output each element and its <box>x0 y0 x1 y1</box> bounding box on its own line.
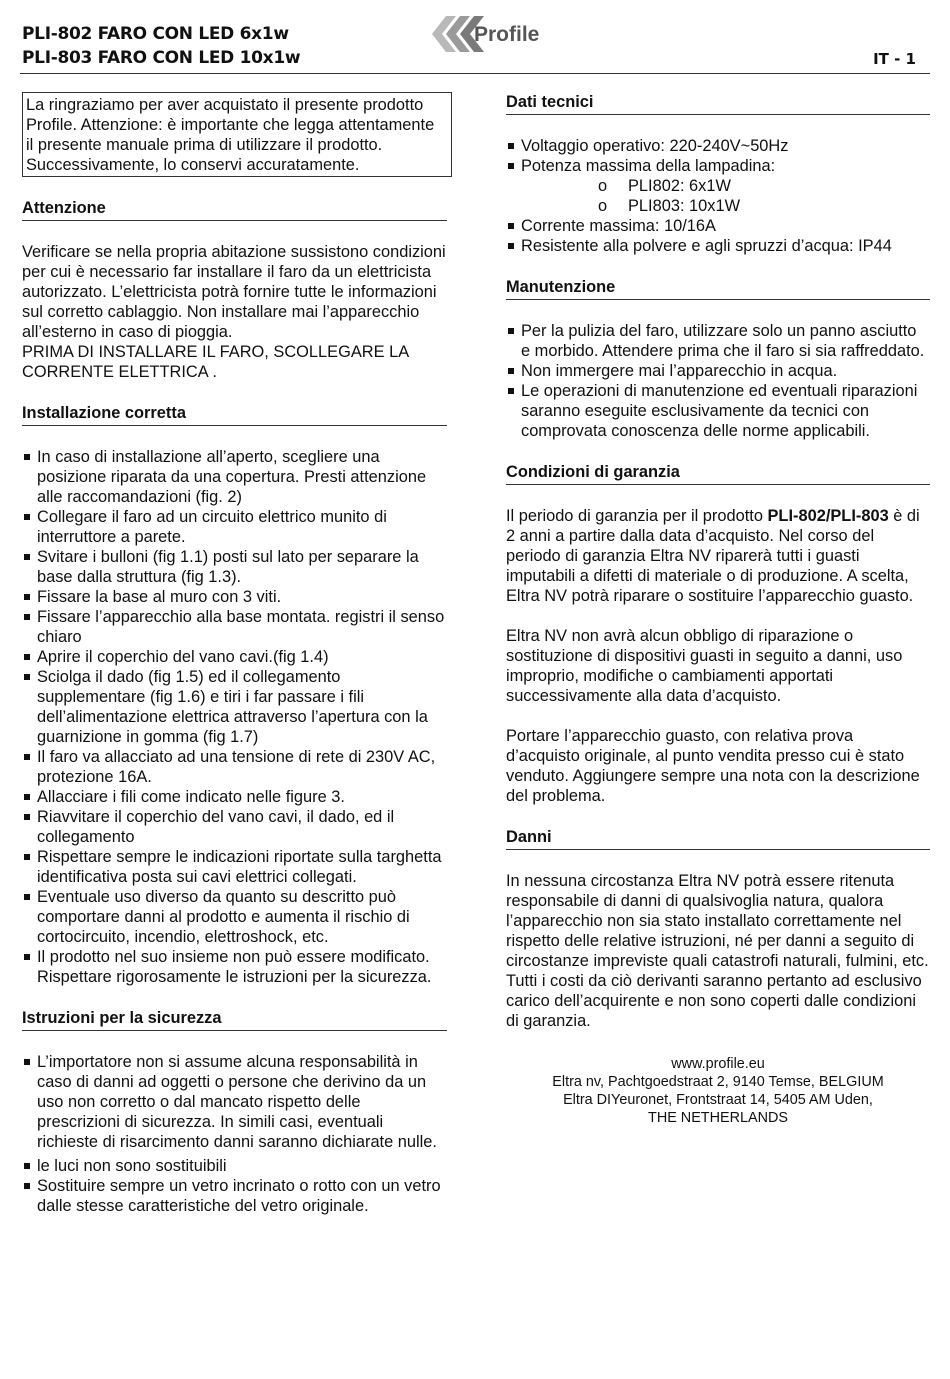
heading-garanzia: Condizioni di garanzia <box>506 462 930 485</box>
address-line-3: THE NETHERLANDS <box>648 1110 788 1126</box>
power-sublist <box>506 176 930 216</box>
profile-logo <box>432 10 552 58</box>
garanzia-paragraph-1 <box>506 506 930 606</box>
garanzia-paragraph-2: Eltra NV non avrà alcun obbligo di riparazione o sostituzione di dispositivi guasti in seguito a danni, uso improprio, modifiche o cambiamenti apportati successivamente alla data d’acquisto. <box>506 627 903 705</box>
logo-wordmark: Profile <box>474 23 540 46</box>
list-item: Le operazioni di manutenzione ed eventuali riparazioni saranno eseguite esclusivamente da tecnici con comprovata conoscenza delle norme applicabili. <box>506 381 930 441</box>
garanzia-p1-end: è di 2 anni a partire dalla data d’acquisto. Nel corso del periodo di garanzia Eltra NV riparerà tutti i guasti imputabili a difetti di materiale o di produzione. A scelta, Eltra NV potrà riparare o sostituire l’apparecchio guasto. <box>506 507 920 605</box>
intro-box <box>22 92 452 177</box>
title-line-2: PLI-803 FARO CON LED 10x1w <box>22 48 301 68</box>
heading-danni: Danni <box>506 827 930 850</box>
model-pli-803: PLI-803 <box>830 507 889 525</box>
list-item: Non immergere mai l’apparecchio in acqua. <box>506 361 930 381</box>
right-column <box>506 92 930 1127</box>
heading-installazione: Installazione corretta <box>22 403 447 426</box>
list-item: Collegare il faro ad un circuito elettrico munito di interruttore a parete. <box>22 507 447 547</box>
list-item: Il prodotto nel suo insieme non può essere modificato. Rispettare rigorosamente le istruzioni per la sicurezza. <box>22 947 447 987</box>
list-item: Per la pulizia del faro, utilizzare solo un panno asciutto e morbido. Attendere prima che il faro si sia raffreddato. <box>506 321 930 361</box>
attenzione-warning: PRIMA DI INSTALLARE IL FARO, SCOLLEGARE LA CORRENTE ELETTRICA . <box>22 343 409 381</box>
list-item: Sciolga il dado (fig 1.5) ed il collegamento supplementare (fig 1.6) e tiri i far passare i fili dell’alimentazione elettrica attraverso l’apertura con la guarnizione in gomma (fig 1.7) <box>22 667 447 747</box>
list-item: L’importatore non si assume alcuna responsabilità in caso di danni ad oggetti o persone che derivino da un uso non corretto o dal mancato rispetto delle prescrizioni di sicurezza. In simili casi, eventuali richieste di risarcimento danni saranno dichiarate nulle. <box>22 1052 447 1152</box>
footer-contact <box>506 1055 930 1127</box>
title-line-1: PLI-802 FARO CON LED 6x1w <box>22 24 289 44</box>
dati-list <box>506 136 930 176</box>
intro-text: La ringraziamo per aver acquistato il presente prodotto Profile. Attenzione: è importante che legga attentamente il presente manuale prima di utilizzare il prodotto. Successivamente, lo conservi accuratamente. <box>26 96 435 174</box>
list-item: le luci non sono sostituibili <box>22 1156 447 1176</box>
list-item: Resistente alla polvere e agli spruzzi d’acqua: IP44 <box>506 236 930 256</box>
document-title <box>22 22 300 70</box>
garanzia-paragraph-3: Portare l’apparecchio guasto, con relativa prova d’acquisto originale, al punto vendita presso cui è stato venduto. Aggiungere sempre una nota con la descrizione del problema. <box>506 727 920 805</box>
heading-sicurezza: Istruzioni per la sicurezza <box>22 1008 447 1031</box>
garanzia-p1-start: Il periodo di garanzia per il prodotto <box>506 507 768 525</box>
list-item: Riavvitare il coperchio del vano cavi, il dado, ed il collegamento <box>22 807 447 847</box>
dati-list-2 <box>506 216 930 256</box>
sub-item: o PLI802: 6x1W <box>506 176 930 196</box>
list-item: Allacciare i fili come indicato nelle figure 3. <box>22 787 447 807</box>
model-separator: / <box>825 507 831 525</box>
heading-attenzione: Attenzione <box>22 198 447 221</box>
list-item: In caso di installazione all’aperto, scegliere una posizione riparata da una copertura. Presti attenzione alle raccomandazioni (fig. 2) <box>22 447 447 507</box>
model-pli-802: PLI-802 <box>767 507 826 525</box>
list-item: Voltaggio operativo: 220-240V~50Hz <box>506 136 930 156</box>
left-column <box>22 92 447 1216</box>
list-item: Corrente massima: 10/16A <box>506 216 930 236</box>
manutenzione-list <box>506 321 930 441</box>
header-divider <box>20 73 930 74</box>
danni-text: In nessuna circostanza Eltra NV potrà essere ritenuta responsabile di danni di qualsivoglia natura, qualora l’apparecchio non sia stato installato correttamente nel rispetto delle relative istruzioni, né per danni a seguito di circostanze impreviste quali catastrofi naturali, fulmini, etc. Tutti i costi da ciò derivanti saranno pertanto ad esclusivo carico dell’acquirente e non sono coperti dalle condizioni di garanzia. <box>506 872 929 1030</box>
installazione-list <box>22 447 447 987</box>
list-item: Sostituire sempre un vetro incrinato o rotto con un vetro dalle stesse caratteristiche del vetro originale. <box>22 1176 447 1216</box>
list-item: Aprire il coperchio del vano cavi.(fig 1.4) <box>22 647 447 667</box>
address-line-2: Eltra DIYeuronet, Frontstraat 14, 5405 AM Uden, <box>563 1092 873 1108</box>
sicurezza-list <box>22 1052 447 1216</box>
page-number: IT - 1 <box>873 50 916 68</box>
sub-item: o PLI803: 10x1W <box>506 196 930 216</box>
website-link[interactable]: www.profile.eu <box>671 1056 765 1072</box>
list-item: Svitare i bulloni (fig 1.1) posti sul lato per separare la base dalla struttura (fig 1.3). <box>22 547 447 587</box>
address-line-1: Eltra nv, Pachtgoedstraat 2, 9140 Temse, BELGIUM <box>552 1074 884 1090</box>
power-label: Potenza massima della lampadina: <box>521 157 776 175</box>
attenzione-text: Verificare se nella propria abitazione sussistono condizioni per cui è necessario far installare il faro da un elettricista autorizzato. L’elettricista potrà fornire tutte le informazioni sul corretto cablaggio. Non installare mai l’apparecchio all’esterno in caso di pioggia. <box>22 243 446 341</box>
list-item <box>506 156 930 176</box>
list-item: Fissare l’apparecchio alla base montata. registri il senso chiaro <box>22 607 447 647</box>
list-item: Il faro va allacciato ad una tensione di rete di 230V AC, protezione 16A. <box>22 747 447 787</box>
heading-dati-tecnici: Dati tecnici <box>506 92 930 115</box>
list-item: Fissare la base al muro con 3 viti. <box>22 587 447 607</box>
list-item: Rispettare sempre le indicazioni riportate sulla targhetta identificativa posta sui cavi elettrici collegati. <box>22 847 447 887</box>
list-item: Eventuale uso diverso da quanto su descritto può comportare danni al prodotto e aumenta il rischio di cortocircuito, incendio, elettroshock, etc. <box>22 887 447 947</box>
heading-manutenzione: Manutenzione <box>506 277 930 300</box>
